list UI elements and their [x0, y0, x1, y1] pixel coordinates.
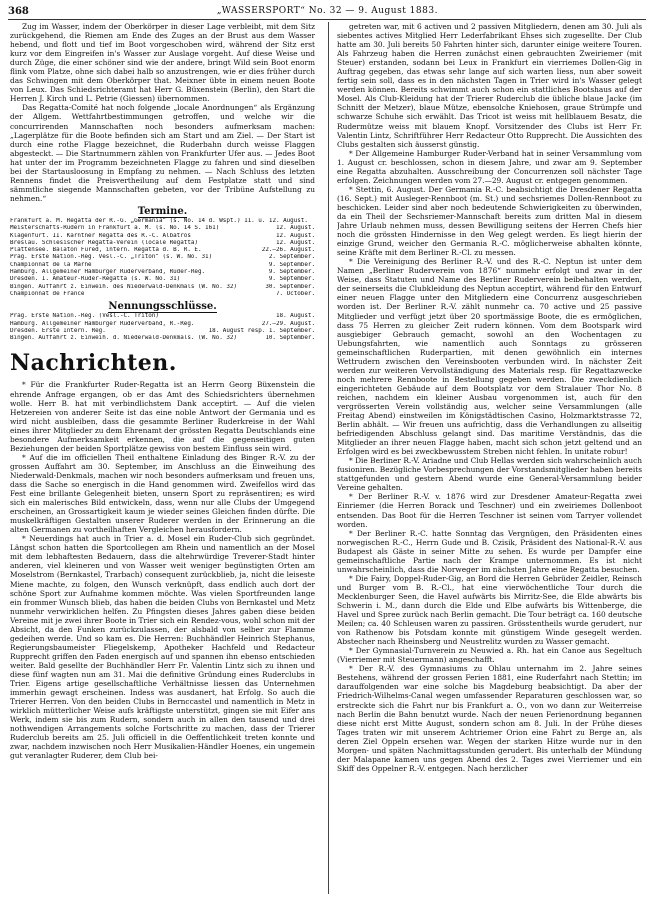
masthead: „WASSERSPORT“ No. 32 — 9. August 1883. [216, 6, 438, 16]
left-column [10, 22, 315, 894]
paragraph: Zug im Wasser, indem der Oberkörper in dieser Lage verbleibt, mit dem Sitz zurückgehend, die Riemen am Ende des Zuges an der Brust aus dem Wasser hebend, und flott und tief im Boot vorgeschoben wird, während der Sitz erst kurz vor dem Eingreifen in's Wasser zur Auslage vorgeht. Auf diese Weise und durch Züge, die einer schöner sind wie der andere, bringt Wild sein Boot enorm flink vom Platze, ohne sich dabei halb so anzustrengen, wie er dies früher durch das Schwingen mit dem Oberkörper that. Meixner übte in einem neuen Boote von Leux. Das Schiedsrichteramt hat Herr G. Büxenstein (Berlin), den Start die Herren J. Kirch und L. Petrie (Giessen) übernommen. [10, 22, 315, 104]
paragraph: * Stettin, 6. August. Der Germania R.-C. beabsichtigt die Dresdener Regatta (16. Sept.) mit Ausleger-Rennboot (m. St.) und sechsriemes Dollen-Rennboot zu beschicken. Leider sind aber noch bedeutende Schwierigkeiten zu überwinden, da ein Theil der Sechsriemer-Mannschaft bereits zum dritten Mal in diesem Jahre Urlaub nehmen muss, dessen Bewilligung seitens der Herren Chefs hier noch die grössten Hindernisse in den Weg gelegt werden. Es liegt hierin der einzige Grund, weicher den Germania R.-C. möglicherweise abhalten könnte, seine Kräfte mit dem Berliner R.-Cl. zu messen. [337, 184, 642, 258]
list-item: Plattensee. Balaton Füred, intern. Regatta d. B. R. E. 22.—26. August. [10, 247, 315, 254]
paragraph: Das Regatta-Comité hat noch folgende „locale Anordnungen“ als Ergänzung der Allgem. Wettfahrtbestimmungen getroffen, und welche wir die concurrirenden Mannschaften noch besonders aufmerksam machen: „Lagerplätze für die Boote befinden sich am Start und am Ziel. — Der Start ist durch eine rothe Flagge bezeichnet, die Ruderbahn durch weisse Flaggen abgesteckt. — Die Startnummern zählen von Frankfurter Ufer aus. — Jedes Boot hat unter der im Programm bezeichneten Flagge zu fahren und sind dieselben bei der Startausloosung in Empfang zu nehmen. — Nach Schluss des letzten Rennens findet die Preisvertheilung auf dem Festplatze statt und sind sämmtliche siegende Mannschaften gebeten, vor der Tribüne Aufstellung zu nehmen.“ [10, 103, 315, 203]
list-item: Hamburg. Allgemeiner Hamburger Ruderverband, Ruder-Reg. 9. September. [10, 269, 315, 276]
page-number: 368 [8, 5, 29, 17]
page-header [8, 4, 646, 18]
termine-heading: Termine. [137, 205, 188, 217]
list-item: Breslau. Schlesischer Regatta-Verein (locale Regatta) 12. August. [10, 239, 315, 246]
list-item: Bingen. Auffahrt z. Einweih. des Niederwald-Denkmals (W. No. 32) 30. September. [10, 283, 315, 290]
paragraph: * Der Gymnasial-Turnverein zu Neuwied a. Rh. hat ein Canoe aus Segeltuch (Vierriemer mit Steuermann) angeschafft. [337, 646, 642, 665]
nennung-heading: Nennungsschlüsse. [108, 301, 217, 313]
nachrichten-heading: Nachrichten. [10, 350, 177, 377]
paragraph: * Der R.-V. des Gymnasiums zu Ohlau unternahm im 2. Jahre seines Bestehens, während der grossen Ferien 1881, eine Ruderfahrt nach Stettin; im darauffolgenden war eine solche bis Magdeburg beabsichtigt. Da aber der Friedrich-Wilhelms-Canal wegen umfassender Reparaturen geschlossen war, so erstreckte sich die Fahrt nur bis Frankfurt a. O., von wo dann zur Weiterreise nach Berlin die Bahn benutzt wurde. Nach der neuen Ferienordnung begannen diese nicht erst Mitte August, sondern schon am 8. Juli. In der Frühe dieses Tages traten wir mit unserem Achtriemer Orion eine Fahrt zu Berge an, als deren Ziel Oppeln ersehen war. Wegen der starken Hitze wurde nur in den Morgen- und späten Nachmittagsstunden gerudert. Bis unterhalb der Mündung der Malapane kamen uns gegen Abend des 2. Tages zwei Vierriemer und ein Skiff des Oppelner R.-V. entgegen. Nach herzlicher [337, 664, 642, 773]
list-item: Dresden. I. Amateur-Ruder-Regatta (s. W. No. 31) 9. September. [10, 276, 315, 283]
list-item: Klagenfurt. II. Kärntner Regatta des R.-C. Albatros 12. August. [10, 232, 315, 239]
paragraph: * Die Fairy, Doppel-Ruder-Gig, an Bord die Herren Gebrüder Zeidler, Reinsch und Burger vom B. R.-Cl., hat eine vierwöchentliche Tour durch die Mecklenburger Seen, die Havel aufwärts bis Mirritz-See, die Elde abwärts bis Schwerin i. M., dann durch die Elde und Elbe aufwärts bis Wittenberge, die Havel und Spree zurück nach Berlin gemacht. Die Tour beträgt ca. 160 deutsche Meilen; ca. 40 Schleusen waren zu passiren. Grösstentheils wurde gerudert, nur von Rathenow bis Potsdam konnte mit günstigem Winde gesegelt werden. Abstecher nach Rheinsberg und Neustrelitz wurden zu Wasser gemacht. [337, 573, 642, 647]
paragraph: * Neuerdings hat auch in Trier a. d. Mosel ein Ruder-Club sich gegründet. Längst schon hatten die Sportcollegen am Rhein und namentlich an der Mosel mit dem lebhaftesten Bedauern, dass die altehrwürdige Treverer-Stadt hinter anderen, viel kleineren und von Wasser weit weniger begünstigten Orten am Moselstrom (Bernkastel, Trarbach) consequent zurückblieb, ja, nicht die leiseste Miene machte, zu folgen, den Wunsch verknüpft, dass endlich auch dort der schöne Sport zur Aufnahme kommen möchte. Was vielen Sportfreunden lange ein frommer Wunsch blieb, das haben die beiden Clubs von Bernkastel und Metz nunmehr verwirklichen helfen. Zu Pfingsten dieses Jahres gaben diese beiden Vereine mit je zwei ihrer Boote in Trier sich ein Rendez-vous, wohl schon mit der Absicht, da den Funken zurückzulassen, der alsbald von selber zur Flamme gedeihen werde. Und so kam es. Die Herren: Buchhändler Heinrich Stephanus, Regierungsbaumeister Fliegelskemp, Apotheker Hachfeld und Redacteur Rupprecht griffen den Faden energisch auf und spannen ihn ebenso entschieden weiter. Bald gesellte der Buchhändler Herr Fr. Valentin Lintz sich zu ihnen und diese fünf wagten nun am 31. Mai die definitive Gründung eines Ruderclubs in Trier. Eigens artige gesellschaftliche Verhältnisse liessen das Unternehmen immerhin gewagt erscheinen. Indess was ausdanert, hat Erfolg. So auch die Trierer Herren. Von den beiden Clubs in Bernccastel und namentlich in Metz in wirklich mütterlicher Weise aufs kräftigste unterstützt, gingen sie mit Eifer ans Werk, indem sie bis zum Rudern, sondern auch in allen den tausend und drei nothwendigen Arrangements solche Fortschritte zu machen, dass der Trierer Ruderclub bereits am 25. Juli officiell in die Oeffentlichkeit treten konnte und zwar, nachdem inzwischen noch Herr Musikalien-Händler Hoenes, ein ungemein gut veranlagter Ruderer, dem Club bei- [10, 534, 315, 761]
nennung-list [10, 313, 315, 342]
list-item: Championnat de France 7. October. [10, 290, 315, 297]
list-item: Prag. Erste Nation.-Reg. (Vesl.-C. Triton) 18. August. [10, 313, 315, 320]
right-column [337, 22, 642, 894]
list-item: Bingen. Auffahrt z. Einweih. d. Niederwald-Denkmals. (W. No. 32) 10. September. [10, 335, 315, 342]
list-item: Dresden. Erste Intern. Reg. 18. August resp. 1. September. [10, 327, 315, 334]
column-divider [328, 22, 329, 894]
list-item: Prag. Erste Nation.-Reg. Vesl.-C. „Triton“ (s. W. No. 31) 2. September. [10, 254, 315, 261]
paragraph: * Die Berliner R.-V. Ariadne und Club Hellas werden sich wahrscheinlich auch fusioniren. Bezügliche Vorbesprechungen der Vorstandsmitglieder haben bereits stattgefunden und gestern Abend wurde eine General-Versammlung beider Vereine gehalten. [337, 456, 642, 493]
list-item: Championnat de la Marne 9. September. [10, 261, 315, 268]
paragraph: * Die Vereinigung des Berliner R.-V. und des R.-C. Neptun ist unter dem Namen „Berliner Ruderverein von 1876“ nunmehr erfolgt und zwar in der Weise, dass Statuten und Name des Berliner Ruderverein beibehalten werden, der seinerseits die Clubkleidung des Neptun acceptirt, während für den Entwurf einer neuen Flagge unter den Mitgliedern eine Concurrenz ausgeschrieben worden ist. Der Berliner R.-V. zählt nunmehr ca. 70 active und 25 passive Mitglieder und verfügt jetzt über 20 sportmässige Boote, die es ermöglichen, dass 75 Herren zu gleicher Zeit rudern können. Vom dem Bootspark wird ausgiebiger Gebrauch gemacht, sowohl an den Wochentagen zu Uebungsfahrten, wie namentlich auch Sonntags zu grösseren gemeinschaftlichen Ruderpartien, mit denen gewöhnlich ein internes Wettrudern zwischen den Vereinsbooten verbunden wird. In nächster Zeit werden zur weiteren Vervollständigung des Materials resp. für Regattazwecke noch mehrere Rennboote in Bestellung gegeben werden. Die zweckdienlich eingerichteten Gebäude auf dem Bootsplatz vor dem Stralauer Thor No. 8 reichen, nachdem ein kleiner Ausbau vorgenommen ist, auch für den vergrösserten Verein vollständig aus, welcher seine Versammlungen (alle Freitag Abend) einstweilen im Königstädtischen Casino, Holzmarktstrasse 72, Berlin abhält. — Wir freuen uns aufrichtig, dass die Verhandlungen zu allseitig befriedigenden Abschluss gelangt sind. Das maritime Verständnis, das die Mitglieder an ihrer neuen Flagge haben, macht sich schon jetzt geltend und an Erfolgen wird es bei zweckbewusstem Streben nicht fehlen. In unitate robur! [337, 257, 642, 457]
list-item: Frankfurt a. M. Regatta der R.-G. „Germania“ (s. No. 14 d. Wspt.) 11. u. 12. August. [10, 217, 308, 224]
paragraph: * Der Berliner R.-C. hatte Sonntag das Vergnügen, den Präsidenten eines norwegischen R.-C., Herrn Gude und B. Czisik, Präsident des National-R.-V. aus Budapest als Gäste in seiner Mitte zu sehen. Es wurde per Dampfer eine gemeinschaftliche Partie nach der Krampe unternommen. Es ist nicht unwahrscheinlich, dass die Norweger im nächsten Jahre eine Regatta besuchen. [337, 528, 642, 574]
paragraph: * Der Berliner R.-V. v. 1876 wird zur Dresdener Amateur-Regatta zwei Einriemer (die Herren Borack und Teschner) und ein zweiriemes Dollenboot entsenden. Das Boot für die Herren Teschner ist seinen vom Tarryer vollendet worden. [337, 492, 642, 529]
termine-list [10, 218, 315, 298]
list-item: Meisterschafts-Rudern in Frankfurt a. M. (s. No. 14 S. 161) 12. August. [10, 225, 315, 232]
paragraph: * Auf die im officiellen Theil enthaltene Einladung des Binger R.-V. zu der grossen Auffahrt am 30. September, im Anschluss an die Einweihung des Niederwald-Denkmals, machen wir noch besonders aufmerksam und freuen uns, dass die Sache so energisch in die Hand genommen wird. Zweifellos wird das Fest eine brillante Gelegenheit bieten, unsern Sport zu repräsentiren; es wird sich ein malerisches Bild entwickeln, dass, wenn nur alle Clubs der Umgegend erscheinen, an Grossartigkeit kaum je wieder seines Gleichen finden dürfte. Die muskelkräftigen Gestalten unserer Ruderer werden in der Erinnerung an die alten Germanen zu vortheilhaften Vergleichen herausfordern. [10, 452, 315, 535]
paragraph: getreten war, mit 6 activen und 2 passiven Mitgliedern, denen am 30. Juli als siebentes actives Mitglied Herr Lederfabrikant Ehses sich zugesellte. Der Club hatte am 30. Juli bereits 50 Fahrten hinter sich, darunter einige weitere Touren. Als Fahrzeug haben die Herren zunächst einen gebrauchten Zweiriemer (mit Steuer) erstanden, sodann bei Leux in Frankfurt ein vierriemes Dollen-Gig in Auftrag gegeben, das etwas sehr lange auf sich warten liess, nun aber soweit fertig sein soll, dass es in den nächsten Tagen in Trier wird in's Wasser gelegt werden können. Bereits schwimmt auch schon ein stattliches Bootshaus auf der Mosel. Als Club-Kleidung hat der Trierer Ruderclub die übliche blaue Jacke (im Schnitt der Metzer), blaue Mütze, ebensolche Kniehosen, graue Strümpfe und schwarze Schuhe sich erwählt. Das Tricot ist weiss mit hellblauem Besatz, die Rudermütze weiss mit blauem Knopf. Vorsitzender des Clubs ist Herr Fr. Valentin Lintz, Schriftführer Herr Redacteur Otto Rupprecht. Die Aussichten des Clubs gestalten sich äusserst günstig. [337, 22, 642, 149]
list-item: Hamburg. Allgemeiner Hamburger Ruderverband, R.-Reg. 27.—29. August. [10, 320, 315, 327]
paragraph: * Der Allgemeine Hamburger Ruder-Verband hat in seiner Versammlung vom 1. August cr. beschlossen, schon in diesem Jahre, und zwar am 9. September eine Regatta abzuhalten. Ausschreibung der Concurrenzen soll nächster Tage erfolgen. Zeichnungen werden vom 27.—29. August cr. entgegen genommen. [337, 148, 642, 185]
header-rule [8, 19, 646, 20]
paragraph: * Für die Frankfurter Ruder-Regatta ist an Herrn Georg Büxenstein die ehrende Anfrage ergangen, ob er das Amt des Schiedsrichters übernehmen wolle. Herr B. hat mit verbindlichstem Dank acceptirt. — Auf die vielen Hetzereien von anderer Seite ist das eine noble Antwort der Germania und es wird nicht ausbleiben, dass die gesammte Berliner Ruderkreise in der Wahl eines ihrer Mitglieder zu dem Ehrenamt der grössten Regatta Deutschlands eine besondere Aufmerksamkeit erkennen, die auf die gegenseitigen guten Beziehungen der beiden Sportplätze gewiss von bestem Einfluss sein wird. [10, 380, 315, 453]
